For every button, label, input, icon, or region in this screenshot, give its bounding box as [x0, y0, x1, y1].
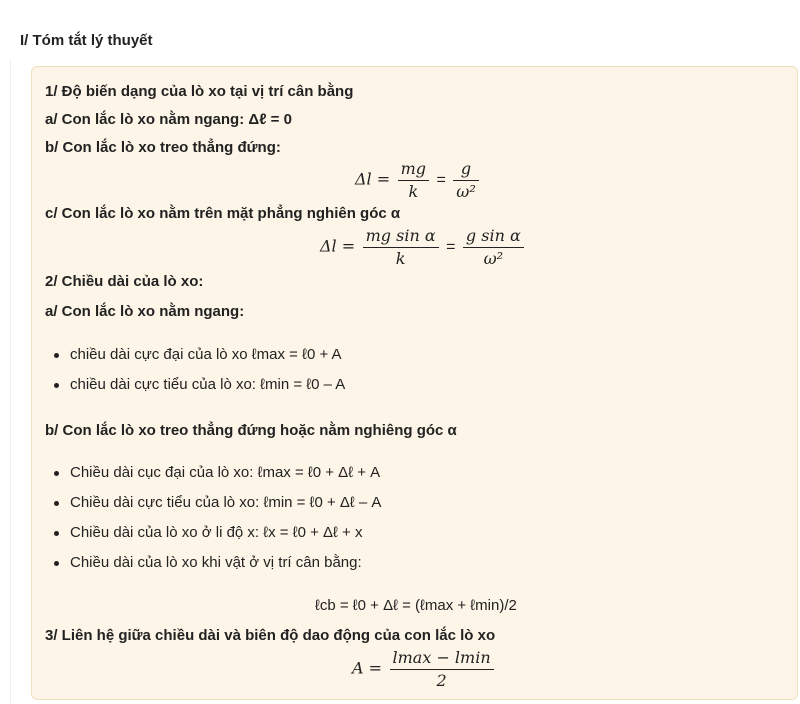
formula-amplitude — [352, 649, 497, 690]
frac-num: g sin α — [463, 227, 524, 248]
list-item: Chiều dài của lò xo ở li độ x: ℓx = ℓ0 + Δℓ + x — [70, 524, 363, 541]
fraction-amplitude — [390, 649, 494, 690]
bullet-icon — [54, 501, 59, 506]
frac-den: 2 — [436, 671, 447, 690]
bullet-icon — [54, 471, 59, 476]
list-item: Chiều dài cực tiểu của lò xo: ℓmin = ℓ0 + Δℓ – A — [70, 494, 382, 511]
list-item: chiều dài cực đại của lò xo ℓmax = ℓ0 + A — [70, 346, 342, 363]
formula-incline — [320, 227, 527, 268]
part3-heading: 3/ Liên hệ giữa chiều dài và biên độ dao động của con lắc lò xo — [45, 627, 496, 644]
fraction-mgsin-k — [363, 227, 439, 268]
left-divider — [10, 60, 11, 704]
list-item: Chiều dài cục đại của lò xo: ℓmax = ℓ0 + Δℓ + A — [70, 464, 381, 481]
part2-heading: 2/ Chiều dài của lò xo: — [45, 273, 204, 290]
frac-num: g — [453, 160, 478, 181]
frac-num: mg sin α — [363, 227, 439, 248]
frac-den: k — [395, 249, 406, 268]
section-title: I/ Tóm tắt lý thuyết — [20, 32, 153, 49]
fraction-g-omega — [453, 160, 478, 201]
formula-vertical — [355, 160, 482, 201]
part1-heading: 1/ Độ biến dạng của lò xo tại vị trí cân bằng — [45, 83, 354, 100]
formula-lhs: Δl = — [320, 236, 356, 256]
frac-den: k — [408, 182, 419, 201]
part1-c: c/ Con lắc lò xo nằm trên mặt phẳng nghiên góc α — [45, 205, 401, 222]
fraction-gsin-omega — [463, 227, 524, 268]
part2-b: b/ Con lắc lò xo treo thẳng đứng hoặc nằm nghiêng góc α — [45, 422, 457, 439]
bullet-icon — [54, 383, 59, 388]
part2-a: a/ Con lắc lò xo nằm ngang: — [45, 303, 245, 320]
frac-num: mg — [398, 160, 429, 181]
frac-num: lmax − lmin — [390, 649, 494, 670]
bullet-icon — [54, 353, 59, 358]
frac-den: ω² — [483, 249, 504, 268]
equals-sign: = — [446, 238, 456, 256]
frac-den: ω² — [456, 182, 476, 201]
bullet-icon — [54, 561, 59, 566]
fraction-mg-k — [398, 160, 429, 201]
equilibrium-formula: ℓcb = ℓ0 + Δℓ = (ℓmax + ℓmin)/2 — [315, 597, 517, 614]
equals-sign: = — [436, 171, 446, 189]
formula-lhs: A = — [352, 658, 383, 678]
bullet-icon — [54, 531, 59, 536]
formula-lhs: Δl = — [355, 169, 391, 189]
part1-a: a/ Con lắc lò xo nằm ngang: Δℓ = 0 — [45, 111, 292, 128]
list-item: Chiều dài của lò xo khi vật ở vị trí cân bằng: — [70, 554, 362, 571]
part1-b: b/ Con lắc lò xo treo thẳng đứng: — [45, 139, 281, 156]
list-item: chiều dài cực tiểu của lò xo: ℓmin = ℓ0 – A — [70, 376, 346, 393]
